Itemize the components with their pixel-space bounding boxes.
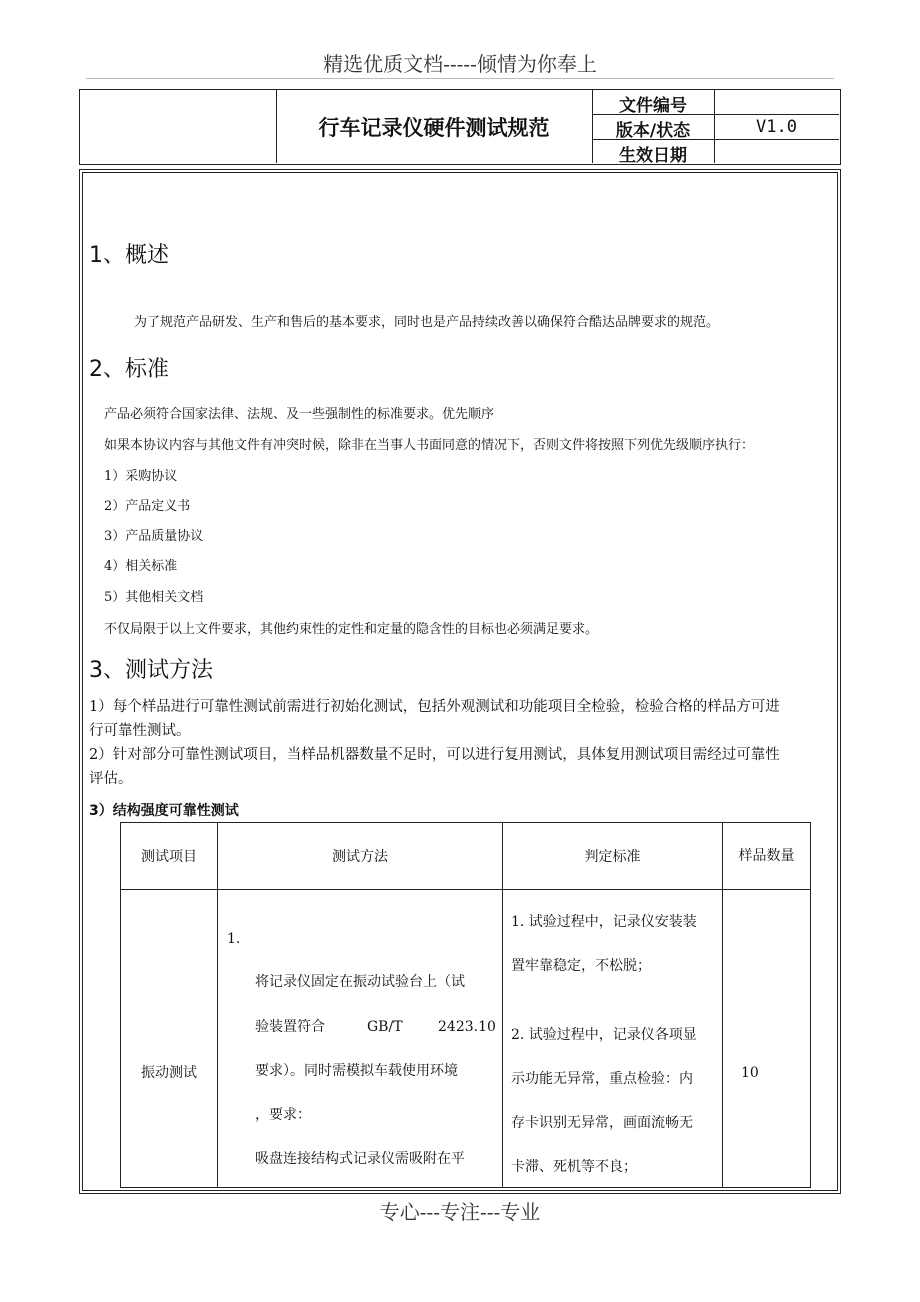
priority-item: 2）产品定义书 — [104, 499, 191, 514]
header-sample-qty: 样品数量 — [738, 848, 795, 864]
header-test-item: 测试项目 — [141, 849, 197, 865]
section3-p2-line2: 评估。 — [89, 771, 133, 787]
section1-heading: 1、概述 — [89, 243, 169, 268]
document-title: 行车记录仪硬件测试规范 — [318, 116, 550, 140]
cell-test-item: 振动测试 — [141, 1065, 197, 1081]
section3-subheading: 3）结构强度可靠性测试 — [89, 803, 239, 819]
method-line: 将记录仪固定在振动试验台上（试 — [255, 974, 465, 990]
section3-p1-line2: 行可靠性测试。 — [89, 723, 191, 739]
section3-p2-line1: 2）针对部分可靠性测试项目，当样品机器数量不足时，可以进行复用测试，具体复用测试项目需经过可靠性 — [89, 747, 780, 763]
criteria-line: 卡滞、死机等不良； — [511, 1159, 637, 1175]
criteria-line: 2. 试验过程中，记录仪各项显 — [511, 1027, 697, 1043]
method-number: 1. — [227, 931, 241, 947]
priority-item: 1）采购协议 — [104, 469, 178, 484]
priority-item: 3）产品质量协议 — [104, 529, 204, 544]
section2-rule: 如果本协议内容与其他文件有冲突时候，除非在当事人书面同意的情况下，否则文件将按照下列优先级顺序执行： — [104, 438, 755, 453]
section2-heading: 2、标准 — [89, 357, 169, 382]
criteria-line: 示功能无异常，重点检验：内 — [511, 1071, 693, 1087]
criteria-line: 存卡识别无异常，画面流畅无 — [511, 1115, 693, 1131]
header-test-method: 测试方法 — [332, 849, 388, 865]
method-line: 要求）。同时需模拟车载使用环境 — [255, 1063, 458, 1079]
page-footer: 专心---专注---专业 — [379, 1200, 541, 1224]
method-line: GB/T — [367, 1019, 403, 1035]
title-divider — [276, 90, 277, 163]
section3-heading: 3、测试方法 — [89, 658, 213, 683]
method-line: ，要求： — [255, 1107, 311, 1123]
method-line: 吸盘连接结构式记录仪需吸附在平 — [255, 1151, 465, 1167]
test-table — [120, 822, 811, 1188]
doc-number-label: 文件编号 — [619, 96, 687, 116]
header-criteria: 判定标准 — [584, 849, 641, 865]
method-line: 验装置符合 — [255, 1019, 325, 1035]
section2-intro: 产品必须符合国家法律、法规、及一些强制性的标准要求。优先顺序 — [104, 407, 495, 422]
effective-date-label: 生效日期 — [619, 146, 687, 166]
criteria-line: 1. 试验过程中，记录仪安装装 — [511, 914, 697, 930]
page-header: 精选优质文档-----倾情为你奉上 — [323, 52, 597, 76]
priority-item: 4）相关标准 — [104, 559, 178, 574]
header-rule — [86, 78, 834, 79]
section1-paragraph: 为了规范产品研发、生产和售后的基本要求，同时也是产品持续改善以确保符合酷达品牌要求的规范。 — [134, 315, 720, 330]
section3-p1-line1: 1）每个样品进行可靠性测试前需进行初始化测试，包括外观测试和功能项目全检验，检验合格的样品方可进 — [89, 699, 780, 715]
header-row-divider — [121, 889, 810, 890]
criteria-line: 置牢靠稳定，不松脱； — [511, 958, 651, 974]
version-value: V1.0 — [756, 117, 797, 137]
priority-item: 5）其他相关文档 — [104, 590, 204, 605]
version-label: 版本/状态 — [615, 121, 691, 141]
title-block — [79, 89, 841, 165]
method-line: 2423.10 — [438, 1019, 496, 1035]
cell-sample-qty: 10 — [741, 1065, 759, 1081]
section2-closing: 不仅局限于以上文件要求，其他约束性的定性和定量的隐含性的目标也必须满足要求。 — [104, 622, 599, 637]
